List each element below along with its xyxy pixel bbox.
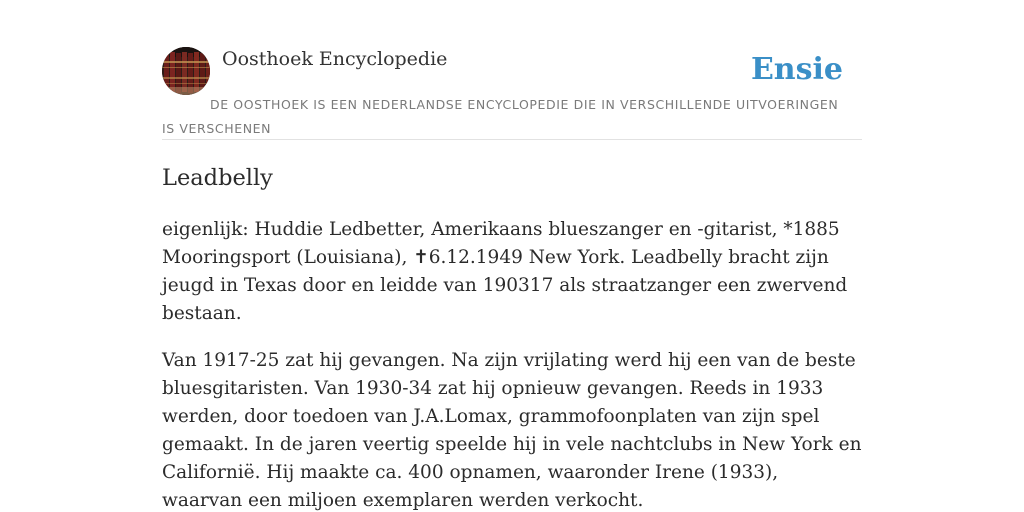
site-tagline: DE OOSTHOEK IS EEN NEDERLANDSE ENCYCLOPEDIE DIE IN VERSCHILLENDE UITVOERINGEN IS VERSCHENEN <box>162 97 839 136</box>
article-paragraph: eigenlijk: Huddie Ledbetter, Amerikaans blueszanger en -gitarist, *1885 Mooringsport (Louisiana), ✝6.12.1949 New York. Leadbelly bracht zijn jeugd in Texas door en leidde van 190317 als straatzanger een zwervend bestaan. <box>162 219 848 324</box>
article <box>162 162 862 512</box>
encyclopedia-books-icon[interactable] <box>162 47 210 95</box>
article-paragraph: Van 1917-25 zat hij gevangen. Na zijn vrijlating werd hij een van de beste bluesgitaristen. Van 1930-34 zat hij opnieuw gevangen. Reeds in 1933 werden, door toedoen van J.A.Lomax, grammofoonplaten van zijn spel gemaakt. In de jaren veertig speelde hij in vele nachtclubs in New York en Californië. Hij maakte ca. 400 opnamen, waaronder Irene (1933), waarvan een miljoen exemplaren werden verkocht. <box>162 350 862 511</box>
header-divider <box>162 139 862 140</box>
ensie-logo[interactable]: Ensie <box>750 52 843 87</box>
site-title[interactable]: Oosthoek Encyclopedie <box>222 48 448 70</box>
site-header <box>162 46 862 140</box>
article-title: Leadbelly <box>162 165 273 191</box>
